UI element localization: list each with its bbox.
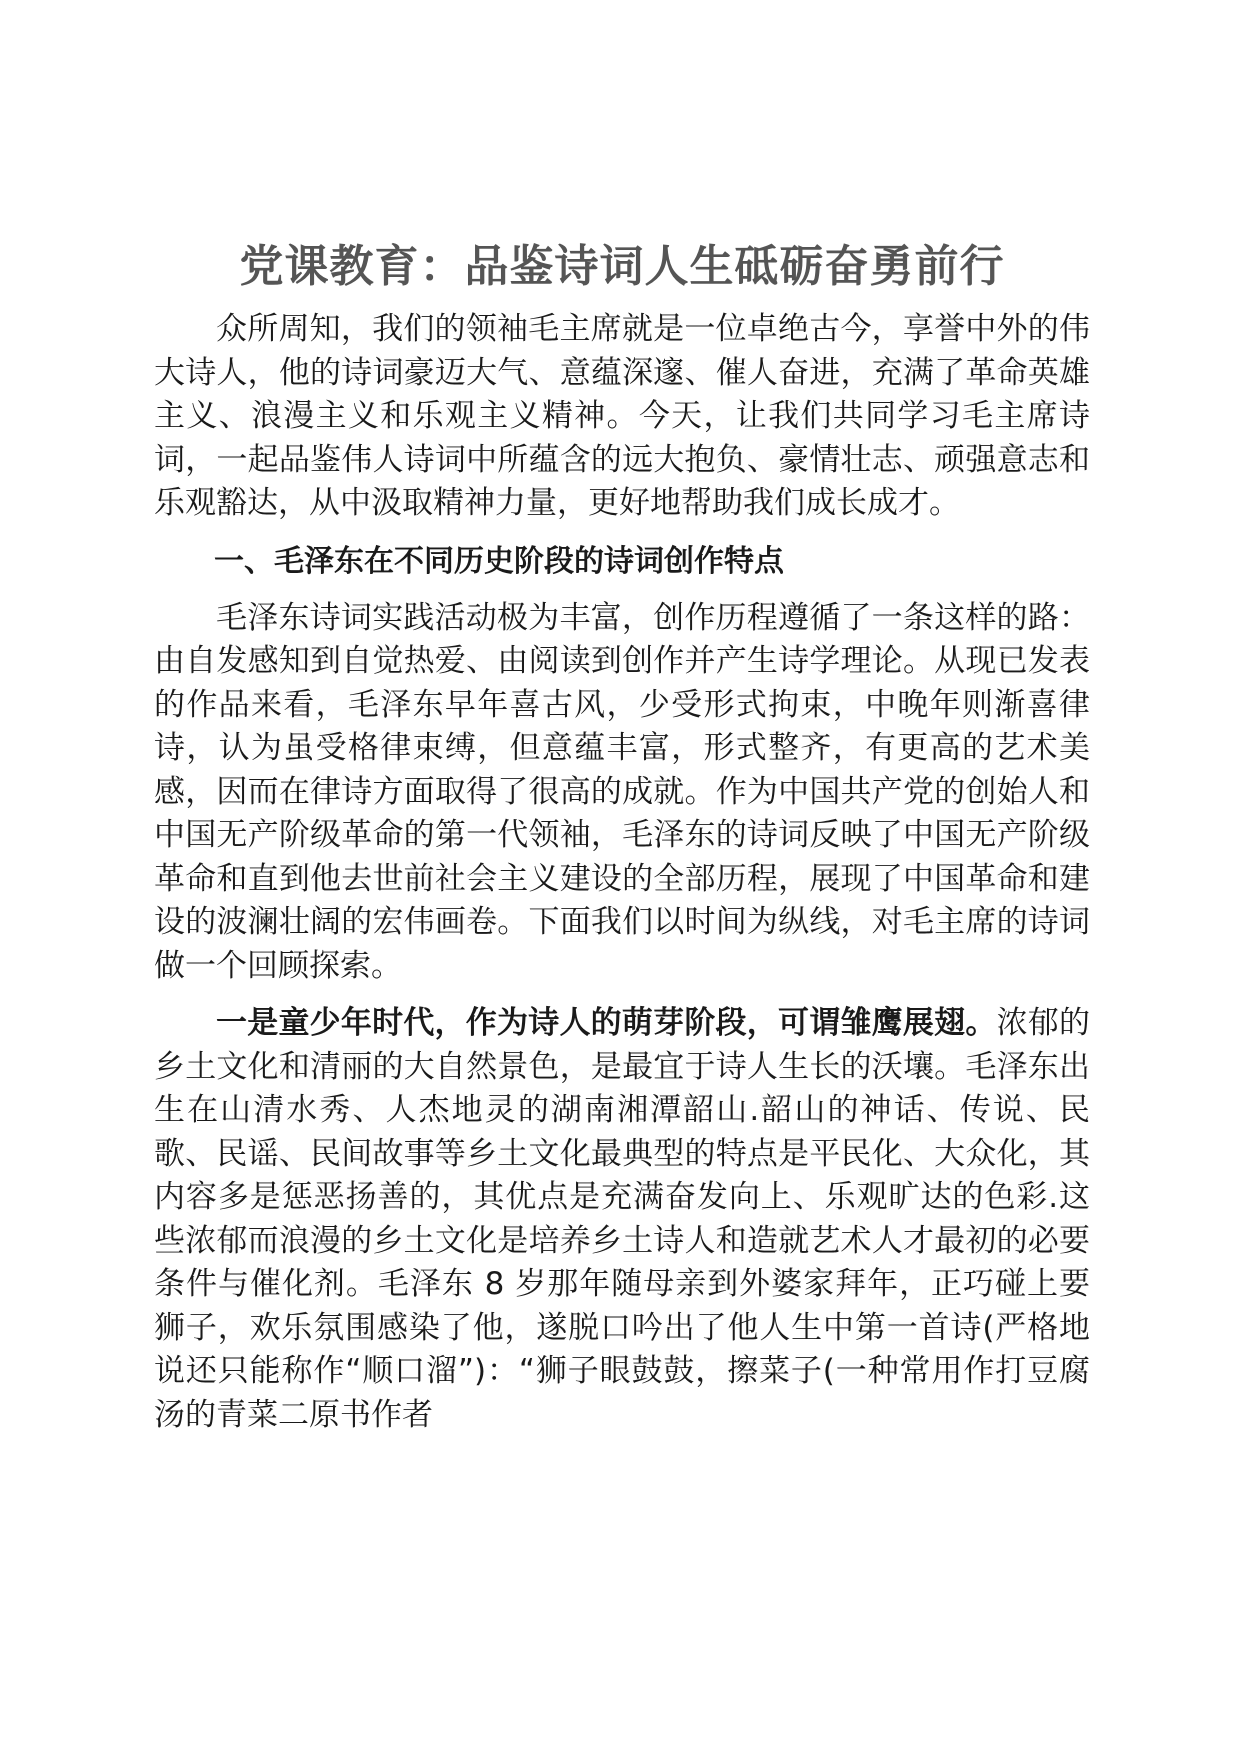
section-heading: 一、毛泽东在不同历史阶段的诗词创作特点: [214, 543, 784, 579]
stage-one-lead: 一是童少年时代，作为诗人的萌芽阶段，可谓雏鹰展翅。: [216, 1005, 997, 1041]
section-body-paragraph: 毛泽东诗词实践活动极为丰富，创作历程遵循了一条这样的路：由自发感知到自觉热爱、由阅读到创作并产生诗学理论。从现已发表的作品来看，毛泽东早年喜古风，少受形式拘束，中晚年则渐喜律诗，认为虽受格律束缚，但意蕴丰富，形式整齐，有更高的艺术美感，因而在律诗方面取得了很高的成就。作为中国共产党的创始人和中国无产阶级革命的第一代领袖，毛泽东的诗词反映了中国无产阶级革命和直到他去世前社会主义建设的全部历程，展现了中国革命和建设的波澜壮阔的宏伟画卷。下面我们以时间为纵线，对毛主席的诗词做一个回顾探索。: [154, 599, 1090, 984]
document-title: 党课教育：品鉴诗词人生砥砺奋勇前行: [239, 241, 1005, 292]
stage-one-paragraph: [154, 1002, 1090, 1437]
document-content: [154, 238, 1090, 1451]
intro-paragraph: 众所周知，我们的领袖毛主席就是一位卓绝古今，享誉中外的伟大诗人，他的诗词豪迈大气、意蕴深邃、催人奋进，充满了革命英雄主义、浪漫主义和乐观主义精神。今天，让我们共同学习毛主席诗词，一起品鉴伟人诗词中所蕴含的远大抱负、豪情壮志、顽强意志和乐观豁达，从中汲取精神力量，更好地帮助我们成长成才。: [154, 311, 1090, 521]
stage-one-body: 浓郁的乡土文化和清丽的大自然景色，是最宜于诗人生长的沃壤。毛泽东出生在山清水秀、人杰地灵的湖南湘潭韶山.韶山的神话、传说、民歌、民谣、民间故事等乡土文化最典型的特点是平民化、大众化，其内容多是惩恶扬善的，其优点是充满奋发向上、乐观旷达的色彩.这些浓郁而浪漫的乡土文化是培养乡土诗人和造就艺术人才最初的必要条件与催化剂。毛泽东 8 岁那年随母亲到外婆家拜年，正巧碰上要狮子，欢乐氛围感染了他，遂脱口吟出了他人生中第一首诗(严格地说还只能称作“顺口溜”)：“狮子眼鼓鼓，擦菜子(一种常用作打豆腐汤的青菜二原书作者: [154, 1005, 1091, 1433]
